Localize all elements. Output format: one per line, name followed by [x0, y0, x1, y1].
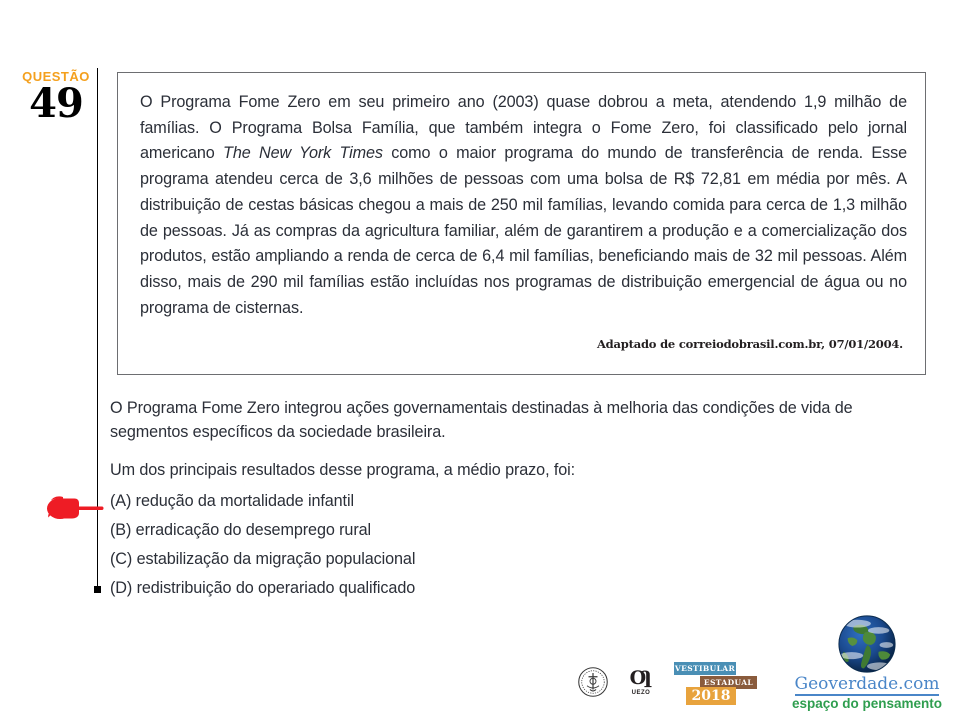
option-d[interactable]: (D) redistribuição do operariado qualificado — [110, 579, 416, 597]
geoverdade-tagline: espaço do pensamento — [791, 695, 943, 711]
question-label: QUESTÃO — [22, 69, 90, 84]
question-rule-terminator — [94, 586, 101, 593]
source-credit: Adaptado de correiodobrasil.com.br, 07/01/2004. — [596, 337, 903, 351]
vestibular-band-year: 2018 — [686, 687, 736, 705]
option-c[interactable]: (C) estabilização da migração populacional — [110, 550, 416, 568]
answer-options-list — [110, 487, 810, 603]
option-b[interactable]: (B) erradicação do desemprego rural — [110, 521, 372, 539]
source-passage: O Programa Fome Zero em seu primeiro ano (2003) quase dobrou a meta, atendendo 1,9 milhão de famílias. O Programa Bolsa Família, que também integra o Fome Zero, foi classificado pelo jornal americano The New York Times como o maior programa do mundo de transferência de renda. Esse programa atendeu cerca de 3,6 milhões de pessoas com uma bolsa de R$ 72,81 em média por mês. A distribuição de cestas básicas chegou a mais de 250 mil famílias, levando comida para cerca de 1,3 milhão de pessoas. Já as compras da agricultura familiar, além de garantirem a produção e a comercialização dos produtos, estão ampliando a renda de cerca de 6,4 mil famílias, beneficiando mais de 32 mil pessoas. Além disso, mais de 290 mil famílias estão incluídas nos programas de distribuição emergencial de água ou no programa de cisternas. — [140, 93, 907, 317]
source-text-box — [117, 72, 926, 375]
option-a[interactable]: (A) redução da mortalidade infantil — [110, 492, 354, 510]
geoverdade-name[interactable]: Geoverdade.com — [794, 674, 940, 694]
vestibular-estadual-logo — [674, 660, 760, 704]
question-statement — [110, 397, 928, 483]
footer-logos — [578, 660, 760, 704]
question-number: 49 — [29, 80, 83, 127]
earth-globe-icon — [836, 613, 898, 675]
uezo-label: UEZO — [631, 689, 651, 696]
statement-prompt: Um dos principais resultados desse programa, a médio prazo, foi: — [110, 461, 576, 479]
pointing-hand-icon — [44, 489, 106, 527]
uezo-mark: Ƣ — [629, 666, 653, 689]
statement-intro: O Programa Fome Zero integrou ações governamentais destinadas à melhoria das condições de vida de segmentos específicos da sociedade brasileira. — [110, 399, 853, 441]
vestibular-band-line2: ESTADUAL — [700, 676, 757, 689]
question-number-block — [18, 69, 94, 127]
geoverdade-logo — [787, 613, 947, 712]
uezo-logo — [628, 666, 654, 696]
uerj-seal-icon — [578, 667, 608, 697]
vestibular-band-line1: VESTIBULAR — [674, 664, 736, 673]
